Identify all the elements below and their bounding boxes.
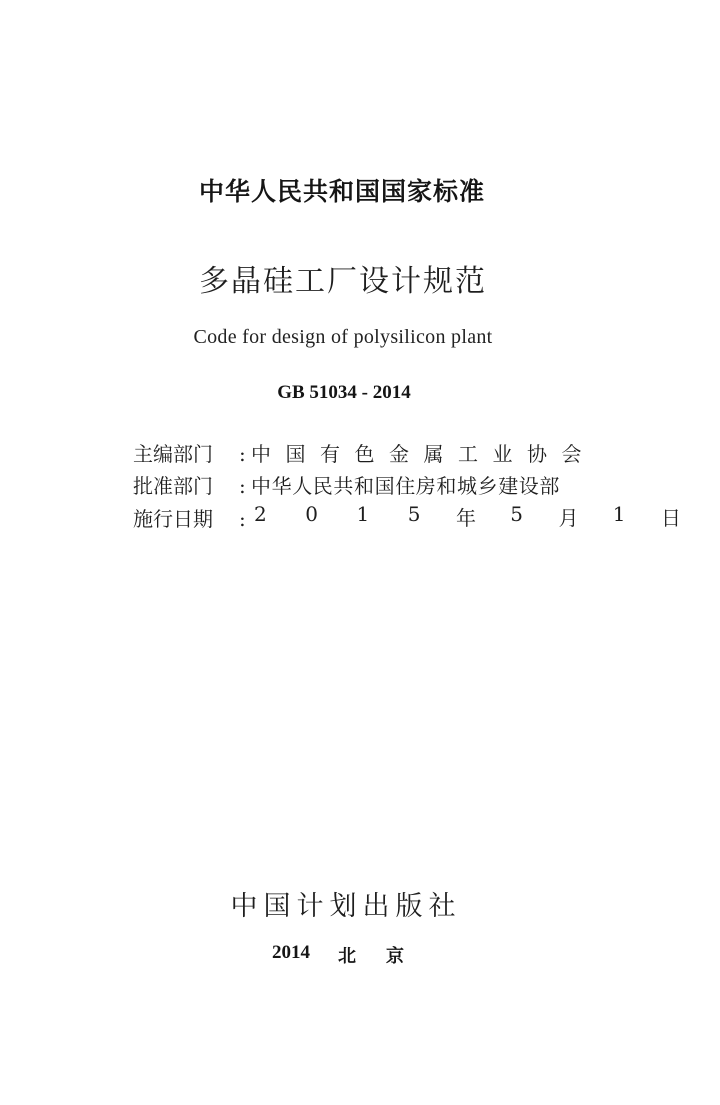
publisher-text: 中国计划出版社 (230, 891, 462, 922)
imprint (272, 942, 434, 968)
standard-heading-text: 中华人民共和国国家标准 (198, 177, 485, 206)
approver-colon: : (239, 474, 246, 498)
editor-colon: : (239, 442, 246, 466)
title-chinese-text: 多晶硅工厂设计规范 (199, 264, 487, 299)
effective-date-char: 5 (407, 502, 421, 526)
approver-row (133, 470, 560, 499)
imprint-year: 2014 (272, 942, 310, 963)
editor-label: 主编部门 (133, 442, 213, 466)
standard-heading (0, 172, 720, 208)
effective-date-char: 月 (558, 506, 579, 530)
effective-date-row (133, 502, 681, 532)
title-english (0, 326, 720, 349)
publisher (0, 884, 720, 923)
effective-date-char: 1 (612, 502, 626, 526)
effective-date-char: 1 (356, 502, 370, 526)
effective-date-char: 日 (661, 506, 681, 530)
title-english-text: Code for design of polysilicon plant (193, 326, 493, 348)
standard-code-text: GB 51034 - 2014 (277, 382, 411, 403)
effective-date-char: 0 (305, 502, 318, 526)
editor-row (133, 438, 596, 467)
title-chinese (0, 256, 720, 300)
effective-date-colon: : (239, 507, 246, 531)
editor-value: 中国有色金属工业协会 (251, 442, 596, 466)
approver-value: 中华人民共和国住房和城乡建设部 (251, 474, 560, 498)
effective-date-char: 年 (456, 506, 476, 530)
imprint-city: 北京 (338, 946, 434, 967)
effective-date-value (251, 502, 681, 530)
approver-label: 批准部门 (133, 474, 213, 498)
effective-date-char: 5 (510, 502, 523, 526)
effective-date-label: 施行日期 (133, 507, 213, 531)
standard-code (0, 382, 720, 404)
effective-date-char: 2 (254, 502, 267, 526)
